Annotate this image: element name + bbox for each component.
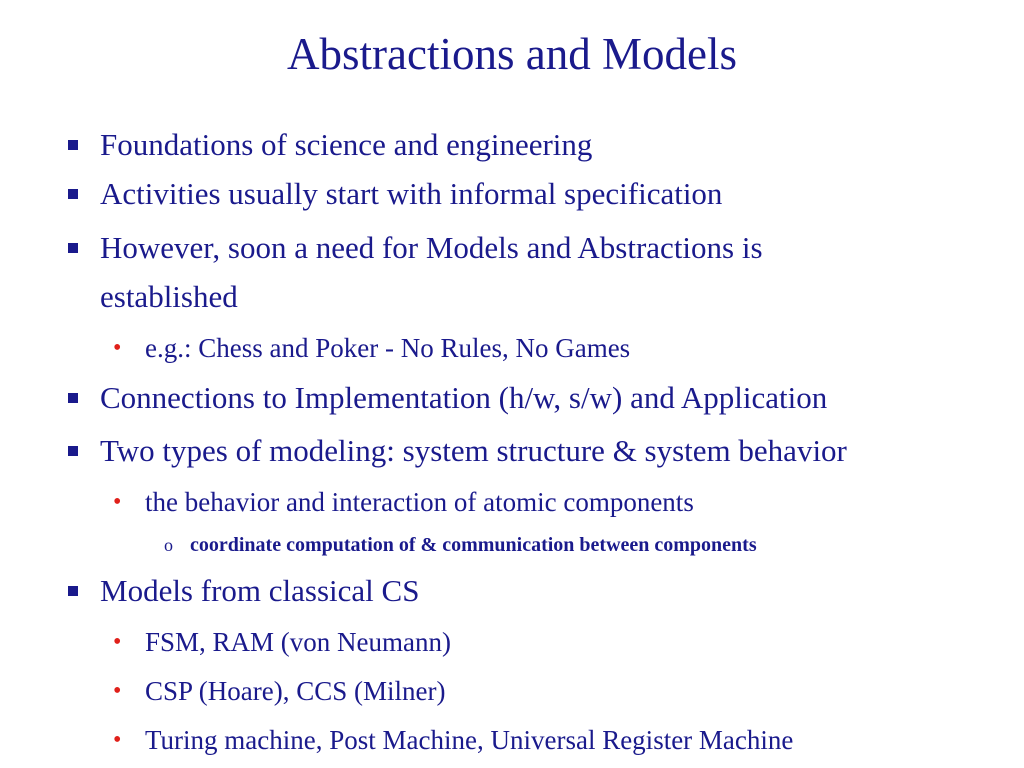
square-bullet-icon xyxy=(68,140,78,150)
round-bullet-icon: • xyxy=(113,335,122,361)
square-bullet-icon xyxy=(68,446,78,456)
sub-bullet-text: e.g.: Chess and Poker - No Rules, No Games xyxy=(145,333,631,363)
hollow-circle-bullet-icon: o xyxy=(164,535,173,555)
square-bullet-icon xyxy=(68,243,78,253)
bullet-text: Two types of modeling: system structure & system behavior xyxy=(100,433,847,468)
bullet-text: Foundations of science and engineering xyxy=(100,127,593,162)
sub-bullet-text: CSP (Hoare), CCS (Milner) xyxy=(145,676,446,706)
bullet-text: Models from classical CS xyxy=(100,573,420,608)
square-bullet-icon xyxy=(68,393,78,403)
bullet-text: However, soon a need for Models and Abstractions is xyxy=(100,230,763,265)
bullet-text-continuation: established xyxy=(100,279,238,314)
sub-sub-bullet-text: coordinate computation of & communication between components xyxy=(190,534,757,556)
sub-bullet-text: FSM, RAM (von Neumann) xyxy=(145,627,452,657)
square-bullet-icon xyxy=(68,189,78,199)
round-bullet-icon: • xyxy=(113,727,122,753)
round-bullet-icon: • xyxy=(113,489,122,515)
round-bullet-icon: • xyxy=(113,678,122,704)
sub-bullet-text: Turing machine, Post Machine, Universal Register Machine xyxy=(145,725,794,755)
round-bullet-icon: • xyxy=(113,629,122,655)
square-bullet-icon xyxy=(68,586,78,596)
bullet-text: Activities usually start with informal specification xyxy=(100,176,723,211)
slide-title: Abstractions and Models xyxy=(287,29,737,79)
sub-bullet-text: the behavior and interaction of atomic components xyxy=(145,487,694,517)
bullet-text: Connections to Implementation (h/w, s/w) and Application xyxy=(100,380,828,415)
